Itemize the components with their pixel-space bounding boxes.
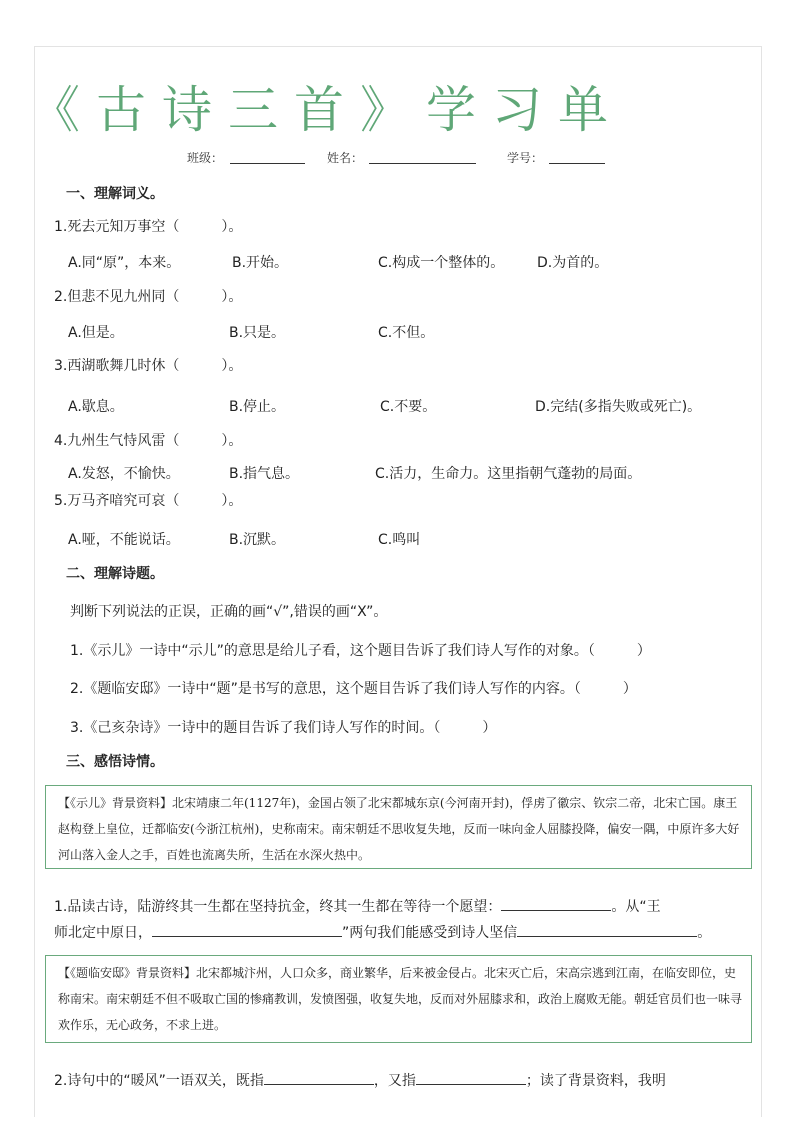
q2-option-a: A.但是。: [68, 325, 124, 341]
section2-heading: 二、理解诗题。: [66, 566, 164, 582]
class-blank[interactable]: [230, 163, 305, 164]
q5-option-a: A.哑，不能说话。: [68, 532, 180, 548]
s3-question-2-line1: [54, 1070, 666, 1090]
question-4: 4.九州生气恃风雷（ ）。: [54, 433, 243, 449]
section2-intro: 判断下列说法的正误，正确的画“√”,错误的画“X”。: [70, 604, 388, 620]
s3-q1-text-d: ”两句我们能感受到诗人坚信: [342, 925, 518, 941]
judge-item-1: 1.《示儿》一诗中“示儿”的意思是给儿子看，这个题目告诉了我们诗人写作的对象。（ ）: [70, 643, 651, 659]
s3-q1-blank-1[interactable]: [501, 898, 611, 911]
question-3: 3.西湖歌舞几时休（ ）。: [54, 358, 243, 374]
q4-option-a: A.发怒，不愉快。: [68, 466, 180, 482]
page-title: 《古诗三首》学习单: [30, 81, 624, 139]
s3-q1-blank-2[interactable]: [152, 924, 342, 937]
s3-q1-text-e: 。: [697, 925, 712, 941]
q3-option-c: C.不要。: [380, 399, 437, 415]
tilinanandi-background-box: 【《题临安邸》背景资料】北宋都城汴州，人口众多，商业繁华，后来被金侵占。北宋灭亡后，宋高宗逃到江南，在临安即位，史称南宋。南宋朝廷不但不吸取亡国的惨痛教训，发愤图强，收复失地，反而对外屈膝求和，政治上腐败无能。朝廷官员们也一味寻欢作乐，无心政务，不求上进。: [45, 955, 752, 1043]
s3-q1-blank-3[interactable]: [517, 924, 697, 937]
s3-q2-text-c: ；读了背景资料，我明: [525, 1073, 666, 1089]
s3-question-1-line1: [54, 896, 661, 916]
s3-q2-text-a: 2.诗句中的“暖风”一语双关，既指: [54, 1073, 264, 1089]
q5-option-b: B.沉默。: [229, 532, 286, 548]
section3-heading: 三、感悟诗情。: [66, 754, 164, 770]
s3-q2-blank-1[interactable]: [264, 1072, 374, 1085]
judge-item-2: 2.《题临安邸》一诗中“题”是书写的意思，这个题目告诉了我们诗人写作的内容。（ ）: [70, 681, 637, 697]
id-blank[interactable]: [549, 163, 605, 164]
q1-option-c: C.构成一个整体的。: [378, 255, 505, 271]
q1-option-d: D.为首的。: [537, 255, 609, 271]
q3-option-d: D.完结(多指失败或死亡)。: [535, 399, 702, 415]
id-label: 学号：: [507, 151, 544, 165]
judge-item-3: 3.《己亥杂诗》一诗中的题目告诉了我们诗人写作的时间。（ ）: [70, 720, 497, 736]
q5-option-c: C.鸣叫: [378, 532, 421, 548]
q4-option-c: C.活力，生命力。这里指朝气蓬勃的局面。: [375, 466, 642, 482]
q2-option-c: C.不但。: [378, 325, 435, 341]
q2-option-b: B.只是。: [229, 325, 286, 341]
q3-option-b: B.停止。: [229, 399, 286, 415]
s3-question-1-line2: [54, 922, 711, 942]
class-label: 班级：: [187, 151, 224, 165]
question-1: 1.死去元知万事空（ ）。: [54, 219, 243, 235]
s3-q1-text-b: 。从“王: [611, 899, 661, 915]
question-5: 5.万马齐喑究可哀（ ）。: [54, 493, 243, 509]
section1-heading: 一、理解词义。: [66, 186, 164, 202]
shier-background-box: 【《示儿》背景资料】北宋靖康二年(1127年)，金国占领了北宋都城东京(今河南开封)，俘虏了徽宗、钦宗二帝，北宋亡国。康王赵构登上皇位，迁都临安(今浙江杭州)，史称南宋。南宋朝廷不思收复失地，反而一味向金人屈膝投降，偏安一隅，中原许多大好河山落入金人之手，百姓也流离失所，生活在水深火热中。: [45, 785, 752, 869]
name-label: 姓名：: [327, 151, 364, 165]
s3-q1-text-a: 1.品读古诗，陆游终其一生都在坚持抗金，终其一生都在等待一个愿望：: [54, 899, 502, 915]
question-2: 2.但悲不见九州同（ ）。: [54, 289, 243, 305]
s3-q2-blank-2[interactable]: [416, 1072, 526, 1085]
s3-q2-text-b: ，又指: [373, 1073, 416, 1089]
s3-q1-text-c: 师北定中原日，: [54, 925, 152, 941]
q1-option-a: A.同“原”，本来。: [68, 255, 181, 271]
q1-option-b: B.开始。: [232, 255, 289, 271]
q3-option-a: A.歇息。: [68, 399, 124, 415]
name-blank[interactable]: [369, 163, 476, 164]
q4-option-b: B.指气息。: [229, 466, 300, 482]
